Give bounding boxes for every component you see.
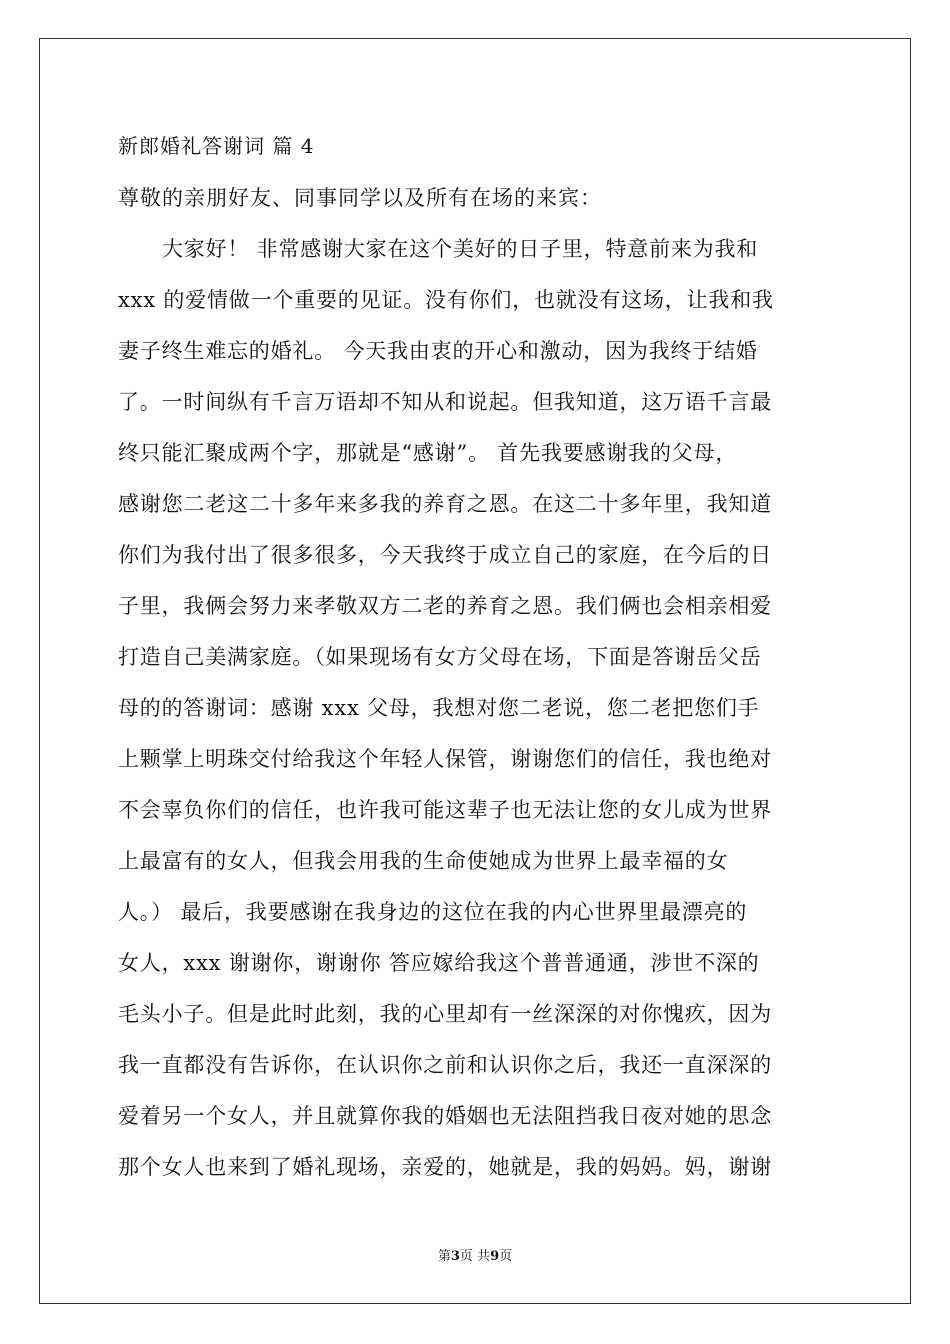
paragraph-line: 感谢您二老这二十多年来多我的养育之恩。在这二十多年里，我知道 — [118, 492, 772, 516]
document-body — [118, 131, 834, 1203]
paragraph-line: 我一直都没有告诉你，在认识你之前和认识你之后，我还一直深深的 — [118, 1053, 772, 1077]
paragraph-line: 那个女人也来到了婚礼现场，亲爱的，她就是，我的妈妈。妈，谢谢 — [118, 1155, 772, 1179]
paragraph-line: 人。） 最后，我要感谢在我身边的这位在我的内心世界里最漂亮的 — [118, 900, 748, 924]
paragraph-line: 不会辜负你们的信任，也许我可能这辈子也无法让您的女儿成为世界 — [118, 798, 772, 822]
page-label-suffix: 页 — [499, 1249, 513, 1264]
total-pages-number: 9 — [490, 1249, 500, 1264]
current-page-number: 3 — [450, 1249, 460, 1264]
page-footer — [0, 1248, 950, 1266]
paragraph-line: 母的的答谢词：感谢 xxx 父母，我想对您二老说，您二老把您们手 — [118, 696, 760, 720]
paragraph-line: 子里，我俩会努力来孝敬双方二老的养育之恩。我们俩也会相亲相爱 — [118, 594, 772, 618]
section-heading: 新郎婚礼答谢词 篇 4 — [118, 134, 315, 158]
paragraph-line: 你们为我付出了很多很多，今天我终于成立自己的家庭，在今后的日 — [118, 543, 772, 567]
salutation: 尊敬的亲朋好友、同事同学以及所有在场的来宾： — [118, 186, 602, 210]
paragraph-line: 女人，xxx 谢谢你，谢谢你 答应嫁给我这个普普通通，涉世不深的 — [118, 951, 760, 975]
paragraph-line: 毛头小子。但是此时此刻，我的心里却有一丝深深的对你愧疚，因为 — [118, 1002, 772, 1026]
body-paragraph — [118, 234, 834, 1203]
paragraph-line: 爱着另一个女人，并且就算你我的婚姻也无法阻挡我日夜对她的思念 — [118, 1104, 772, 1128]
paragraph-line: 上颗掌上明珠交付给我这个年轻人保管，谢谢您们的信任，我也绝对 — [118, 747, 772, 771]
paragraph-line: xxx 的爱情做一个重要的见证。没有你们，也就没有这场，让我和我 — [118, 288, 774, 312]
page-label-mid: 页 共 — [459, 1249, 491, 1264]
paragraph-line: 大家好！ 非常感谢大家在这个美好的日子里，特意前来为我和 — [162, 237, 759, 261]
paragraph-line: 终只能汇聚成两个字，那就是“感谢”。 首先我要感谢我的父母， — [118, 441, 738, 465]
paragraph-line: 妻子终生难忘的婚礼。 今天我由衷的开心和激动，因为我终于结婚 — [118, 339, 758, 363]
page-label-prefix: 第 — [437, 1249, 451, 1264]
paragraph-line: 上最富有的女人，但我会用我的生命使她成为世界上最幸福的女 — [118, 849, 729, 873]
paragraph-line: 打造自己美满家庭。（如果现场有女方父母在场，下面是答谢岳父岳 — [118, 645, 762, 669]
paragraph-line: 了。一时间纵有千言万语却不知从和说起。但我知道，这万语千言最 — [118, 390, 772, 414]
